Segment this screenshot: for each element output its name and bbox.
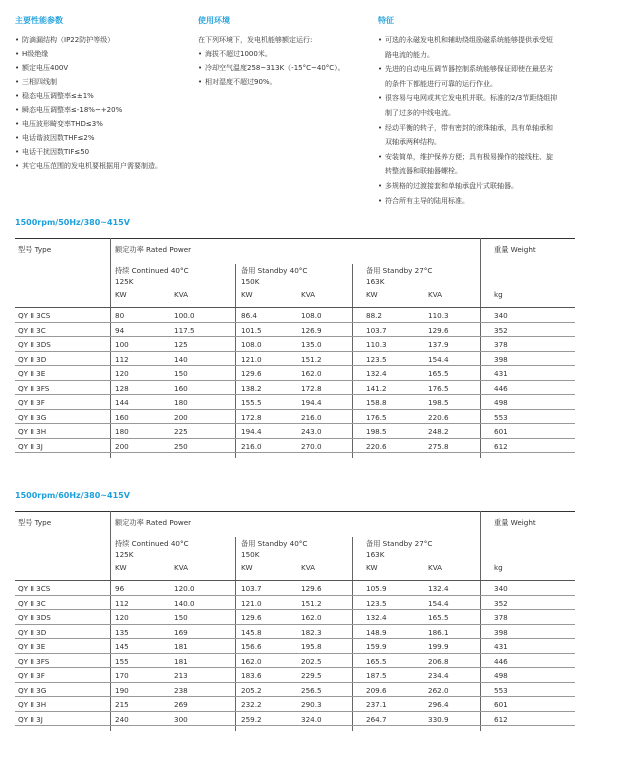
list-item: • 额定电压400V — [15, 61, 190, 75]
standby40-kva-cell: 172.8 — [301, 383, 322, 393]
table-row — [15, 683, 575, 698]
standby40-kw-cell: 129.6 — [241, 369, 262, 378]
standby27-kva-cell: 165.5 — [428, 613, 449, 622]
features-title: 特征 — [378, 16, 394, 25]
standby27-kva-cell: 220.6 — [428, 412, 449, 422]
group-standby27-temp: 163K — [366, 277, 385, 286]
group-continued-label: 持续 Continued 40°C — [115, 266, 189, 275]
list-item: • 冷却空气温度258~313K（-15°C~40°C）。 — [198, 61, 368, 75]
list-item — [378, 150, 578, 179]
standby27-kva-cell: 129.6 — [428, 325, 449, 335]
standby40-kva-cell: 108.0 — [301, 311, 322, 320]
features-section — [378, 15, 578, 208]
unit-kw: KW — [241, 290, 253, 299]
line: 可选的永磁发电机和辅助绕组励磁系统能够提供承受短 — [385, 36, 553, 44]
continued-kva-cell: 238 — [174, 685, 188, 695]
unit-kg: kg — [494, 563, 503, 572]
standby27-kw-cell: 132.4 — [366, 369, 387, 378]
standby40-kw-cell: 155.5 — [241, 398, 262, 407]
standby40-kw-cell: 121.0 — [241, 354, 262, 364]
line: 路电流的能力。 — [385, 50, 434, 59]
standby40-kw-cell: 129.6 — [241, 613, 262, 622]
model-cell: QY Ⅱ 3J — [18, 441, 43, 451]
header-model: 型号 Type — [18, 245, 52, 254]
continued-kw-cell: 100 — [115, 340, 129, 349]
model-cell: QY Ⅱ 3F — [18, 671, 45, 680]
standby40-kw-cell: 103.7 — [241, 584, 262, 593]
unit-kw: KW — [366, 290, 378, 299]
table-row — [15, 381, 575, 396]
unit-kw: KW — [115, 563, 127, 572]
standby40-kw-cell: 138.2 — [241, 383, 262, 393]
standby27-kw-cell: 110.3 — [366, 340, 387, 349]
standby40-kva-cell: 126.9 — [301, 325, 322, 335]
standby27-kva-cell: 206.8 — [428, 656, 449, 666]
standby40-kva-cell: 194.4 — [301, 398, 322, 407]
group-standby40-label: 备用 Standby 40°C — [241, 266, 308, 275]
continued-kva-cell: 120.0 — [174, 584, 195, 593]
environment-intro: 在下列环境下，发电机能够额定运行: — [198, 36, 313, 44]
model-cell: QY Ⅱ 3D — [18, 354, 47, 364]
list-item: • 电压波形畸变率THD≤3% — [15, 117, 190, 131]
model-cell: QY Ⅱ 3J — [18, 714, 43, 724]
table-row — [15, 654, 575, 669]
table-row — [15, 610, 575, 625]
model-cell: QY Ⅱ 3H — [18, 700, 47, 709]
standby40-kw-cell: 216.0 — [241, 441, 262, 451]
standby27-kva-cell: 198.5 — [428, 398, 449, 407]
group-standby27-label: 备用 Standby 27°C — [366, 539, 433, 548]
standby40-kw-cell: 108.0 — [241, 340, 262, 349]
weight-cell: 612 — [494, 714, 508, 724]
standby40-kw-cell: 86.4 — [241, 311, 258, 320]
continued-kva-cell: 150 — [174, 369, 188, 378]
standby27-kw-cell: 220.6 — [366, 441, 387, 451]
list-item: • 稳态电压调整率≤±1% — [15, 89, 190, 103]
table-row — [15, 668, 575, 683]
line: 转整流器和联轴器螺栓。 — [385, 167, 462, 176]
group-standby27-label: 备用 Standby 27°C — [366, 266, 433, 275]
weight-cell: 446 — [494, 656, 508, 666]
continued-kw-cell: 120 — [115, 613, 129, 622]
table-row — [15, 366, 575, 381]
table-row — [15, 323, 575, 338]
model-cell: QY Ⅱ 3G — [18, 412, 47, 422]
list-item: • 电话谐波因数THF≤2% — [15, 131, 190, 145]
continued-kw-cell: 112 — [115, 354, 129, 364]
continued-kva-cell: 125 — [174, 340, 188, 349]
continued-kw-cell: 80 — [115, 311, 125, 320]
standby27-kva-cell: 154.4 — [428, 598, 449, 608]
weight-cell: 612 — [494, 441, 508, 451]
standby40-kw-cell: 156.6 — [241, 642, 262, 651]
standby27-kva-cell: 176.5 — [428, 383, 449, 393]
continued-kva-cell: 140 — [174, 354, 188, 364]
standby40-kva-cell: 202.5 — [301, 656, 322, 666]
continued-kw-cell: 144 — [115, 398, 129, 407]
standby27-kva-cell: 137.9 — [428, 340, 449, 349]
standby27-kw-cell: 264.7 — [366, 714, 387, 724]
group-standby40-temp: 150K — [241, 277, 260, 286]
list-item: • 其它电压范围的发电机要根据用户需要制造。 — [15, 159, 190, 173]
standby27-kw-cell: 123.5 — [366, 354, 387, 364]
unit-kva: KVA — [301, 563, 316, 572]
continued-kva-cell: 213 — [174, 671, 188, 680]
standby27-kva-cell: 296.4 — [428, 700, 449, 709]
line: 制了过多的中线电流。 — [385, 108, 455, 117]
weight-cell: 340 — [494, 584, 508, 593]
weight-cell: 601 — [494, 427, 508, 436]
table-row — [15, 625, 575, 640]
unit-kw: KW — [241, 563, 253, 572]
group-continued-temp: 125K — [115, 550, 134, 559]
line: 多规格的过渡接套和单轴承盘片式联轴器。 — [385, 181, 518, 190]
continued-kva-cell: 300 — [174, 714, 188, 724]
continued-kva-cell: 200 — [174, 412, 188, 422]
standby40-kva-cell: 151.2 — [301, 598, 322, 608]
standby27-kw-cell: 187.5 — [366, 671, 387, 680]
table-row — [15, 308, 575, 323]
standby40-kw-cell: 101.5 — [241, 325, 262, 335]
unit-kva: KVA — [428, 290, 443, 299]
standby40-kva-cell: 256.5 — [301, 685, 322, 695]
table-row — [15, 352, 575, 367]
model-cell: QY Ⅱ 3E — [18, 642, 46, 651]
standby40-kw-cell: 194.4 — [241, 427, 262, 436]
list-item — [378, 179, 578, 194]
model-cell: QY Ⅱ 3G — [18, 685, 47, 695]
standby40-kva-cell: 229.5 — [301, 671, 322, 680]
standby40-kva-cell: 290.3 — [301, 700, 322, 709]
weight-cell: 553 — [494, 412, 508, 422]
continued-kw-cell: 94 — [115, 325, 125, 335]
standby27-kva-cell: 275.8 — [428, 441, 449, 451]
header-weight: 重量 Weight — [494, 518, 536, 527]
standby40-kva-cell: 270.0 — [301, 441, 322, 451]
unit-kw: KW — [366, 563, 378, 572]
continued-kw-cell: 112 — [115, 598, 129, 608]
standby27-kw-cell: 158.8 — [366, 398, 387, 407]
line: 安装简单，维护保养方便；具有极易操作的接线柱、旋 — [385, 152, 553, 161]
standby27-kva-cell: 248.2 — [428, 427, 449, 436]
table-row — [15, 712, 575, 727]
line: 经动平衡的转子，带有密封的滚珠轴承，具有单轴承和 — [385, 123, 553, 132]
table-top-rule — [15, 238, 575, 239]
standby40-kw-cell: 183.6 — [241, 671, 262, 680]
main-parameters-list — [15, 33, 190, 173]
unit-kva: KVA — [174, 563, 189, 572]
line: 先进的自动电压调节器控制系统能够保证即使在最恶劣 — [385, 65, 553, 74]
weight-cell: 352 — [494, 325, 508, 335]
weight-cell: 446 — [494, 383, 508, 393]
standby27-kw-cell: 198.5 — [366, 427, 387, 436]
model-cell: QY Ⅱ 3D — [18, 627, 47, 637]
standby27-kw-cell: 209.6 — [366, 685, 387, 695]
model-cell: QY Ⅱ 3FS — [18, 383, 50, 393]
unit-kva: KVA — [301, 290, 316, 299]
weight-cell: 340 — [494, 311, 508, 320]
model-cell: QY Ⅱ 3E — [18, 369, 46, 378]
standby27-kw-cell: 148.9 — [366, 627, 387, 637]
environment-list — [198, 47, 368, 89]
standby40-kw-cell: 205.2 — [241, 685, 262, 695]
header-rated-power: 额定功率 Rated Power — [115, 518, 192, 527]
continued-kva-cell: 100.0 — [174, 311, 195, 320]
model-cell: QY Ⅱ 3CS — [18, 311, 51, 320]
continued-kw-cell: 120 — [115, 369, 129, 378]
continued-kw-cell: 135 — [115, 627, 129, 637]
header-rated-power: 额定功率 Rated Power — [115, 245, 192, 254]
table-row — [15, 581, 575, 596]
standby27-kw-cell: 123.5 — [366, 598, 387, 608]
continued-kva-cell: 180 — [174, 398, 188, 407]
list-item: • 瞬态电压调整率≤-18%~+20% — [15, 103, 190, 117]
table-row — [15, 439, 575, 454]
standby27-kva-cell: 132.4 — [428, 584, 449, 593]
standby27-kw-cell: 88.2 — [366, 311, 383, 320]
standby40-kva-cell: 162.0 — [301, 369, 322, 378]
unit-kva: KVA — [174, 290, 189, 299]
line: 很容易与电网或其它发电机并联。标准的2/3节距绕组抑 — [385, 94, 558, 103]
continued-kw-cell: 180 — [115, 427, 129, 436]
list-item — [378, 121, 578, 150]
continued-kva-cell: 250 — [174, 441, 188, 451]
model-cell: QY Ⅱ 3H — [18, 427, 47, 436]
line: 的条件下都能进行可靠的运行作业。 — [385, 79, 497, 88]
standby40-kva-cell: 151.2 — [301, 354, 322, 364]
section-title-50hz: 1500rpm/50Hz/380~415V — [15, 218, 130, 227]
model-cell: QY Ⅱ 3DS — [18, 613, 51, 622]
weight-cell: 553 — [494, 685, 508, 695]
continued-kva-cell: 150 — [174, 613, 188, 622]
section-title-60hz: 1500rpm/60Hz/380~415V — [15, 491, 130, 500]
continued-kw-cell: 200 — [115, 441, 129, 451]
weight-cell: 352 — [494, 598, 508, 608]
standby40-kva-cell: 182.3 — [301, 627, 322, 637]
standby27-kva-cell: 330.9 — [428, 714, 449, 724]
header-model: 型号 Type — [18, 518, 52, 527]
unit-kva: KVA — [428, 563, 443, 572]
standby40-kw-cell: 172.8 — [241, 412, 262, 422]
standby27-kw-cell: 132.4 — [366, 613, 387, 622]
continued-kw-cell: 170 — [115, 671, 129, 680]
table-row — [15, 697, 575, 712]
weight-cell: 378 — [494, 340, 508, 349]
standby27-kw-cell: 176.5 — [366, 412, 387, 422]
continued-kw-cell: 155 — [115, 656, 129, 666]
standby27-kw-cell: 165.5 — [366, 656, 387, 666]
weight-cell: 431 — [494, 369, 508, 378]
continued-kw-cell: 96 — [115, 584, 125, 593]
standby40-kva-cell: 162.0 — [301, 613, 322, 622]
continued-kva-cell: 181 — [174, 656, 188, 666]
table-row — [15, 410, 575, 425]
continued-kva-cell: 117.5 — [174, 325, 195, 335]
weight-cell: 378 — [494, 613, 508, 622]
group-continued-temp: 125K — [115, 277, 134, 286]
standby40-kw-cell: 162.0 — [241, 656, 262, 666]
continued-kw-cell: 240 — [115, 714, 129, 724]
list-item — [378, 33, 578, 62]
standby27-kva-cell: 199.9 — [428, 642, 449, 651]
group-continued-label: 持续 Continued 40°C — [115, 539, 189, 548]
features-list — [378, 33, 578, 208]
continued-kva-cell: 140.0 — [174, 598, 195, 608]
table-row — [15, 337, 575, 352]
continued-kva-cell: 269 — [174, 700, 188, 709]
unit-kg: kg — [494, 290, 503, 299]
standby40-kva-cell: 216.0 — [301, 412, 322, 422]
environment-title: 使用环境 — [198, 16, 230, 25]
standby27-kva-cell: 154.4 — [428, 354, 449, 364]
list-item: • 防滴漏结构（IP22防护等级） — [15, 33, 190, 47]
continued-kva-cell: 169 — [174, 627, 188, 637]
standby27-kw-cell: 159.9 — [366, 642, 387, 651]
standby27-kva-cell: 262.0 — [428, 685, 449, 695]
table-row — [15, 424, 575, 439]
standby27-kw-cell: 105.9 — [366, 584, 387, 593]
standby40-kw-cell: 259.2 — [241, 714, 262, 724]
standby27-kva-cell: 110.3 — [428, 311, 449, 320]
table-row — [15, 639, 575, 654]
list-item: • 海拔不超过1000米。 — [198, 47, 368, 61]
continued-kva-cell: 225 — [174, 427, 188, 436]
model-cell: QY Ⅱ 3C — [18, 598, 46, 608]
table-row — [15, 596, 575, 611]
weight-cell: 431 — [494, 642, 508, 651]
continued-kw-cell: 160 — [115, 412, 129, 422]
standby40-kva-cell: 324.0 — [301, 714, 322, 724]
list-item — [378, 194, 578, 209]
weight-cell: 498 — [494, 671, 508, 680]
standby27-kva-cell: 165.5 — [428, 369, 449, 378]
model-cell: QY Ⅱ 3CS — [18, 584, 51, 593]
standby27-kw-cell: 103.7 — [366, 325, 387, 335]
standby27-kva-cell: 234.4 — [428, 671, 449, 680]
group-standby40-label: 备用 Standby 40°C — [241, 539, 308, 548]
group-standby40-temp: 150K — [241, 550, 260, 559]
model-cell: QY Ⅱ 3DS — [18, 340, 51, 349]
main-parameters-title: 主要性能参数 — [15, 16, 63, 25]
list-item: • H级绝缘 — [15, 47, 190, 61]
standby40-kva-cell: 243.0 — [301, 427, 322, 436]
list-item — [378, 62, 578, 91]
list-item: • 三相四线制 — [15, 75, 190, 89]
standby40-kva-cell: 135.0 — [301, 340, 322, 349]
list-item: • 相对湿度不超过90%。 — [198, 75, 368, 89]
weight-cell: 398 — [494, 354, 508, 364]
environment-section — [198, 15, 368, 89]
standby40-kva-cell: 129.6 — [301, 584, 322, 593]
line: 符合所有主导的陆用标准。 — [385, 196, 469, 205]
model-cell: QY Ⅱ 3FS — [18, 656, 50, 666]
unit-kw: KW — [115, 290, 127, 299]
table-row — [15, 395, 575, 410]
weight-cell: 498 — [494, 398, 508, 407]
table-top-rule — [15, 511, 575, 512]
continued-kva-cell: 181 — [174, 642, 188, 651]
standby40-kw-cell: 121.0 — [241, 598, 262, 608]
model-cell: QY Ⅱ 3C — [18, 325, 46, 335]
continued-kw-cell: 128 — [115, 383, 129, 393]
model-cell: QY Ⅱ 3F — [18, 398, 45, 407]
standby27-kva-cell: 186.1 — [428, 627, 449, 637]
standby40-kw-cell: 145.8 — [241, 627, 262, 637]
weight-cell: 601 — [494, 700, 508, 709]
weight-cell: 398 — [494, 627, 508, 637]
list-item — [378, 91, 578, 120]
continued-kw-cell: 215 — [115, 700, 129, 709]
list-item: • 电话干扰因数TIF≤50 — [15, 145, 190, 159]
group-standby27-temp: 163K — [366, 550, 385, 559]
standby27-kw-cell: 237.1 — [366, 700, 387, 709]
standby40-kw-cell: 232.2 — [241, 700, 262, 709]
header-weight: 重量 Weight — [494, 245, 536, 254]
standby40-kva-cell: 195.8 — [301, 642, 322, 651]
continued-kw-cell: 145 — [115, 642, 129, 651]
line: 双轴承两种结构。 — [385, 138, 441, 147]
main-parameters-section — [15, 15, 190, 173]
standby27-kw-cell: 141.2 — [366, 383, 387, 393]
continued-kva-cell: 160 — [174, 383, 188, 393]
continued-kw-cell: 190 — [115, 685, 129, 695]
